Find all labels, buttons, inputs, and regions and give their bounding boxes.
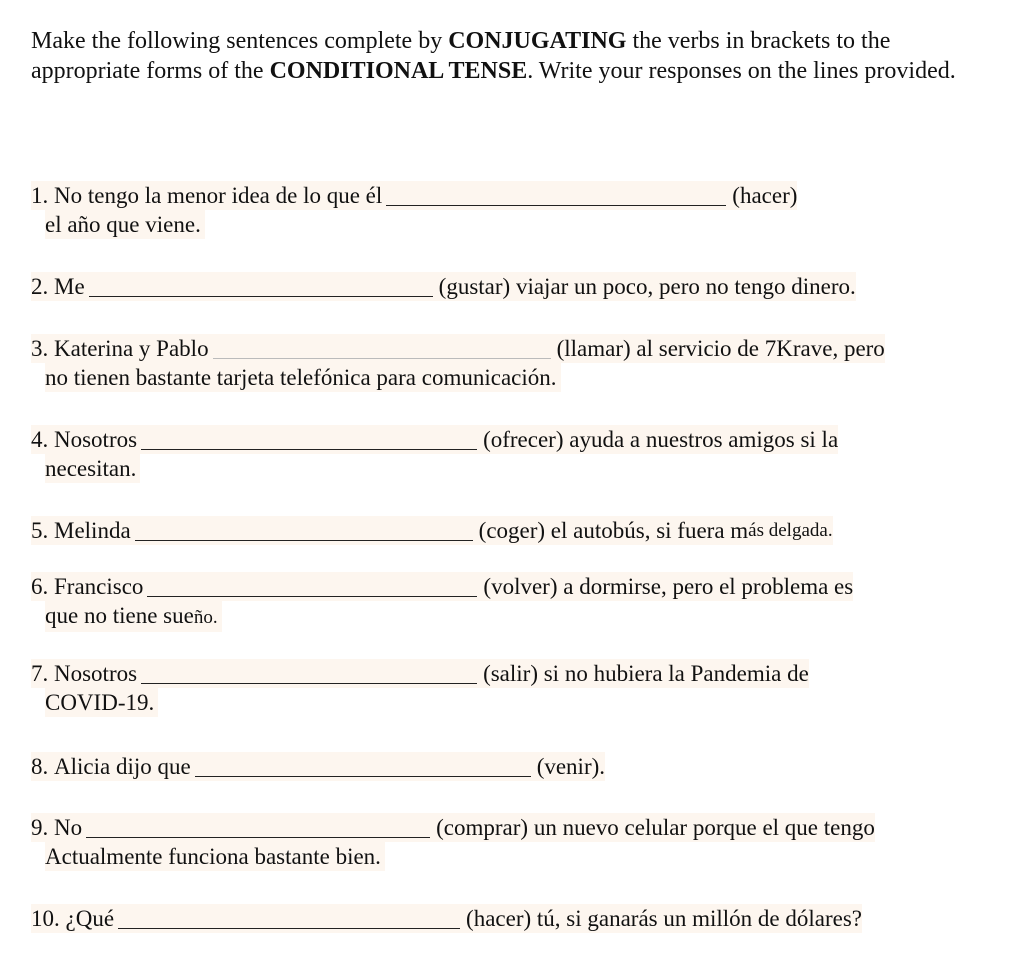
answer-line-2[interactable] [89, 276, 433, 297]
question-text-before: Katerina y Pablo [54, 336, 209, 361]
question-text-before: No [54, 815, 83, 840]
question-continuation: necesitan. [45, 454, 140, 483]
question-text-before: Melinda [54, 518, 131, 543]
question-6-line [31, 572, 853, 601]
question-text-after: (gustar) viajar un poco, pero no tengo dinero. [438, 274, 856, 299]
question-text-before: ¿Qué [65, 906, 115, 931]
question-3-line [31, 334, 885, 363]
question-text-after: (hacer) tú, si ganarás un millón de dólares? [466, 906, 862, 931]
instructions-bold-conjugating: CONJUGATING [448, 28, 627, 54]
instructions-text-3: . Write your responses on the lines provided. [527, 58, 956, 84]
answer-line-3[interactable] [213, 338, 551, 359]
question-10 [31, 904, 862, 933]
question-10-line [31, 904, 862, 933]
question-text-before: Nosotros [54, 427, 138, 452]
answer-line-9[interactable] [86, 817, 430, 838]
question-text-after: (venir). [536, 754, 606, 779]
answer-line-8[interactable] [195, 756, 531, 777]
question-5 [31, 516, 833, 545]
question-text-before: Alicia dijo que [54, 754, 191, 779]
question-2-line [31, 272, 856, 301]
question-number: 10. [31, 906, 60, 931]
question-continuation [45, 601, 222, 632]
question-number: 4. [31, 427, 49, 452]
question-continuation: Actualmente funciona bastante bien. [45, 842, 385, 871]
question-9 [31, 813, 875, 871]
question-text-after: (volver) a dormirse, pero el problema es [483, 574, 854, 599]
question-text-before: Francisco [54, 574, 144, 599]
instructions-text-2: the verbs in brackets to the appropriate forms of the [31, 28, 891, 84]
answer-line-4[interactable] [141, 429, 477, 450]
question-number: 7. [31, 661, 49, 686]
instructions [31, 26, 1001, 86]
answer-line-7[interactable] [141, 663, 477, 684]
question-continuation-small: ño. [193, 607, 218, 628]
question-number: 3. [31, 336, 49, 361]
instructions-text-1: Make the following sentences complete by [31, 28, 449, 54]
question-continuation: COVID-19. [45, 688, 158, 717]
question-text-after: (salir) si no hubiera la Pandemia de [483, 661, 809, 686]
question-number: 5. [31, 518, 49, 543]
question-3 [31, 334, 885, 392]
question-text-after: (llamar) al servicio de 7Krave, pero [556, 336, 885, 361]
question-text-after-small: ás delgada. [748, 520, 833, 541]
question-continuation: no tienen bastante tarjeta telefónica para comunicación. [45, 363, 561, 392]
answer-line-1[interactable] [386, 185, 726, 206]
question-number: 1. [31, 183, 49, 208]
question-number: 6. [31, 574, 49, 599]
question-2 [31, 272, 856, 301]
question-continuation-text: que no tiene sue [45, 603, 194, 628]
question-number: 2. [31, 274, 49, 299]
question-8-line [31, 752, 605, 781]
question-number: 8. [31, 754, 49, 779]
question-1 [31, 181, 797, 239]
question-6 [31, 572, 853, 632]
question-text-before: Me [54, 274, 85, 299]
question-text-after: (ofrecer) ayuda a nuestros amigos si la [483, 427, 839, 452]
question-7-line [31, 659, 809, 688]
question-text-after: (coger) el autobús, si fuera m [478, 518, 749, 543]
answer-line-5[interactable] [135, 520, 473, 541]
question-7 [31, 659, 809, 717]
question-text-before: Nosotros [54, 661, 138, 686]
question-8 [31, 752, 605, 781]
question-4-line [31, 425, 838, 454]
question-text-after: (comprar) un nuevo celular porque el que tengo [436, 815, 875, 840]
question-continuation: el año que viene. [45, 210, 205, 239]
question-number: 9. [31, 815, 49, 840]
instructions-bold-conditional-tense: CONDITIONAL TENSE [269, 58, 528, 84]
question-text-before: No tengo la menor idea de lo que él [54, 183, 383, 208]
answer-line-10[interactable] [118, 908, 460, 929]
question-4 [31, 425, 838, 483]
question-9-line [31, 813, 875, 842]
question-1-line [31, 181, 797, 210]
question-text-after: (hacer) [732, 183, 798, 208]
answer-line-6[interactable] [147, 576, 477, 597]
question-5-line [31, 516, 833, 545]
